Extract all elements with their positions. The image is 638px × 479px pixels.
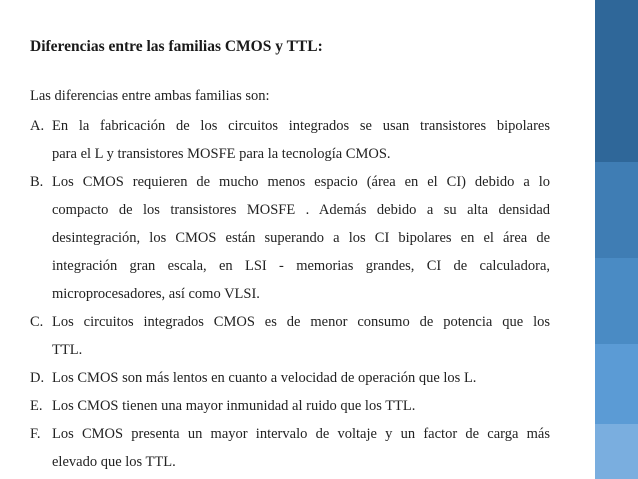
list-item-line: para el L y transistores MOSFE para la tecnología CMOS. xyxy=(52,146,391,162)
sidebar-band xyxy=(595,258,638,344)
list-item-line: desintegración, los CMOS están superando a los CI bipolares en el área de xyxy=(52,230,550,246)
decorative-sidebar xyxy=(595,0,638,479)
list-item-line: Los circuitos integrados CMOS es de menor consumo de potencia que los xyxy=(52,314,550,330)
sidebar-band xyxy=(595,424,638,479)
list-item-line: En la fabricación de los circuitos integrados se usan transistores bipolares xyxy=(52,118,550,134)
list-item xyxy=(30,168,550,308)
sidebar-band xyxy=(595,162,638,258)
list-item-line: TTL. xyxy=(52,342,83,358)
list-marker: D. xyxy=(30,370,45,386)
intro-text: Las diferencias entre ambas familias son: xyxy=(30,88,270,104)
list-item-line: elevado que los TTL. xyxy=(52,454,176,470)
list-item-line: Los CMOS tienen una mayor inmunidad al ruido que los TTL. xyxy=(52,398,416,414)
list-item-line: integración gran escala, en LSI - memorias grandes, CI de calculadora, xyxy=(52,258,550,274)
list-marker: C. xyxy=(30,314,44,330)
list-marker: F. xyxy=(30,426,41,442)
list-item-line: compacto de los transistores MOSFE . Además debido a su alta densidad xyxy=(52,202,550,218)
list-item-line: Los CMOS presenta un mayor intervalo de voltaje y un factor de carga más xyxy=(52,426,550,442)
list-item-line: microprocesadores, así como VLSI. xyxy=(52,286,260,302)
differences-list xyxy=(30,112,550,476)
slide-title: Diferencias entre las familias CMOS y TTL: xyxy=(30,38,323,55)
list-marker: E. xyxy=(30,398,43,414)
list-item xyxy=(30,308,550,364)
list-marker: B. xyxy=(30,174,44,190)
sidebar-band xyxy=(595,0,638,162)
list-item xyxy=(30,392,550,420)
list-item-line: Los CMOS son más lentos en cuanto a velocidad de operación que los L. xyxy=(52,370,477,386)
list-item-line: Los CMOS requieren de mucho menos espacio (área en el CI) debido a lo xyxy=(52,174,550,190)
list-marker: A. xyxy=(30,118,45,134)
sidebar-band xyxy=(595,344,638,424)
list-item xyxy=(30,420,550,476)
list-item xyxy=(30,364,550,392)
list-item xyxy=(30,112,550,168)
